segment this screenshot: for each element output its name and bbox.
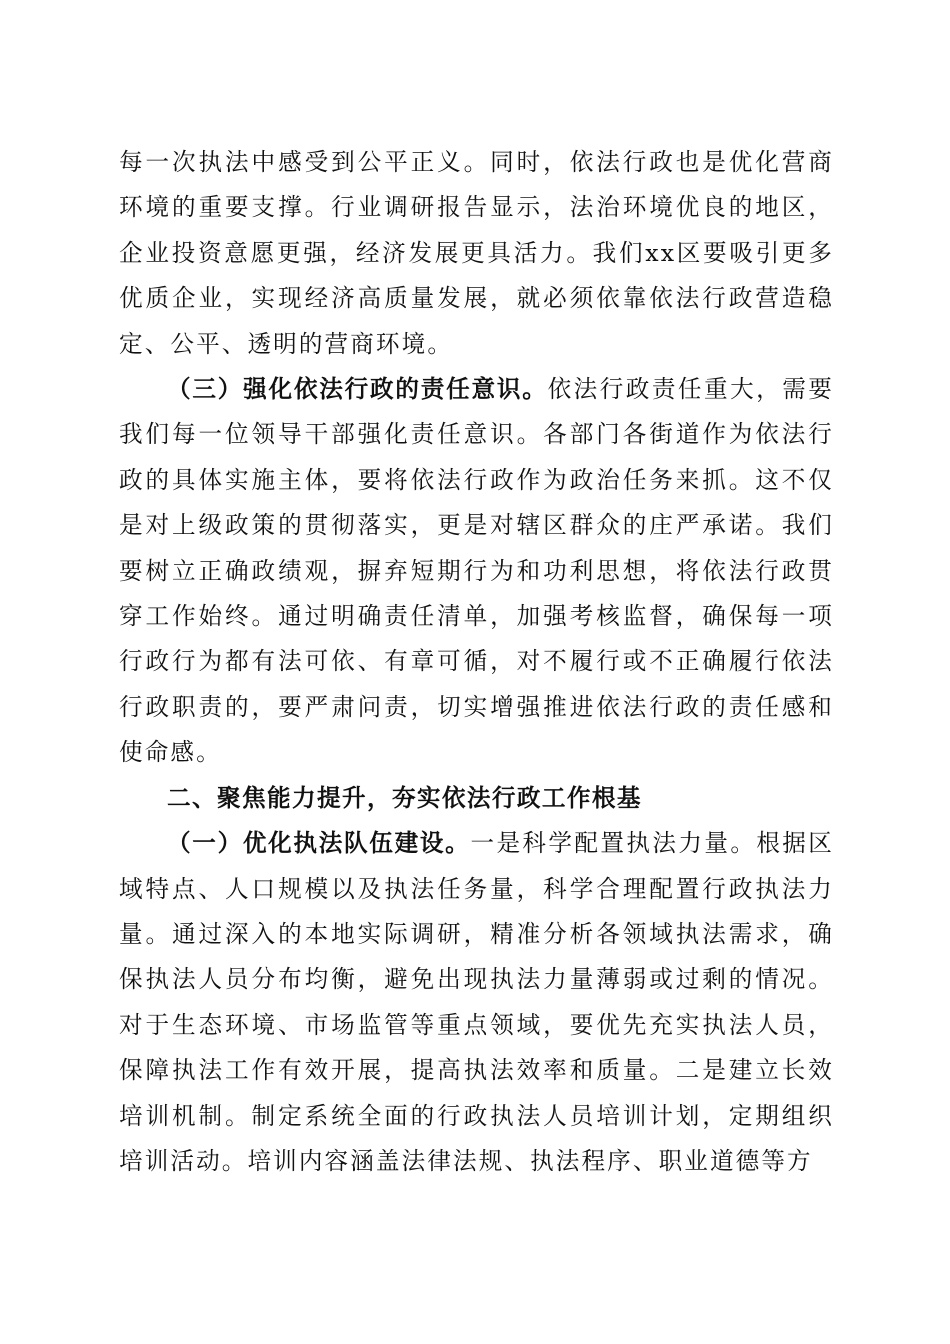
paragraph-continuation	[119, 140, 834, 367]
paragraph-text: 一是科学配置执法力量。根据区域特点、人口规模以及执法任务量，科学合理配置行政执法力量。通过深入的本地实际调研，精准分析各领域执法需求，确保执法人员分布均衡，避免出现执法力量薄弱或过剩的情况。对于生态环境、市场监管等重点领域，要优先充实执法人员，保障执法工作有效开展，提高执法效率和质量。二是建立长效培训机制。制定系统全面的行政执法人员培训计划，定期组织培训活动。培训内容涵盖法律法规、执法程序、职业道德等方	[119, 829, 834, 1175]
section-heading: 二、聚焦能力提升，夯实依法行政工作根基	[167, 783, 642, 812]
paragraph-responsibility	[119, 367, 834, 776]
paragraph-enforcement-team	[119, 821, 834, 1184]
paragraph-text: 依法行政责任重大，需要我们每一位领导干部强化责任意识。各部门各街道作为依法行政的具体实施主体，要将依法行政作为政治任务来抓。这不仅是对上级政策的贯彻落实，更是对辖区群众的庄严承诺。我们要树立正确政绩观，摒弃短期行为和功利思想，将依法行政贯穿工作始终。通过明确责任清单，加强考核监督，确保每一项行政行为都有法可依、有章可循，对不履行或不正确履行依法行政职责的，要严肃问责，切实增强推进依法行政的责任感和使命感。	[119, 375, 834, 767]
paragraph-lead: （一）优化执法队伍建设。	[167, 829, 471, 858]
document-body	[119, 140, 834, 1184]
paragraph-lead: （三）强化依法行政的责任意识。	[167, 375, 548, 404]
paragraph-text: 每一次执法中感受到公平正义。同时，依法行政也是优化营商环境的重要支撑。行业调研报告显示，法治环境优良的地区，企业投资意愿更强，经济发展更具活力。我们xx区要吸引更多优质企业，实现经济高质量发展，就必须依靠依法行政营造稳定、公平、透明的营商环境。	[119, 148, 834, 358]
